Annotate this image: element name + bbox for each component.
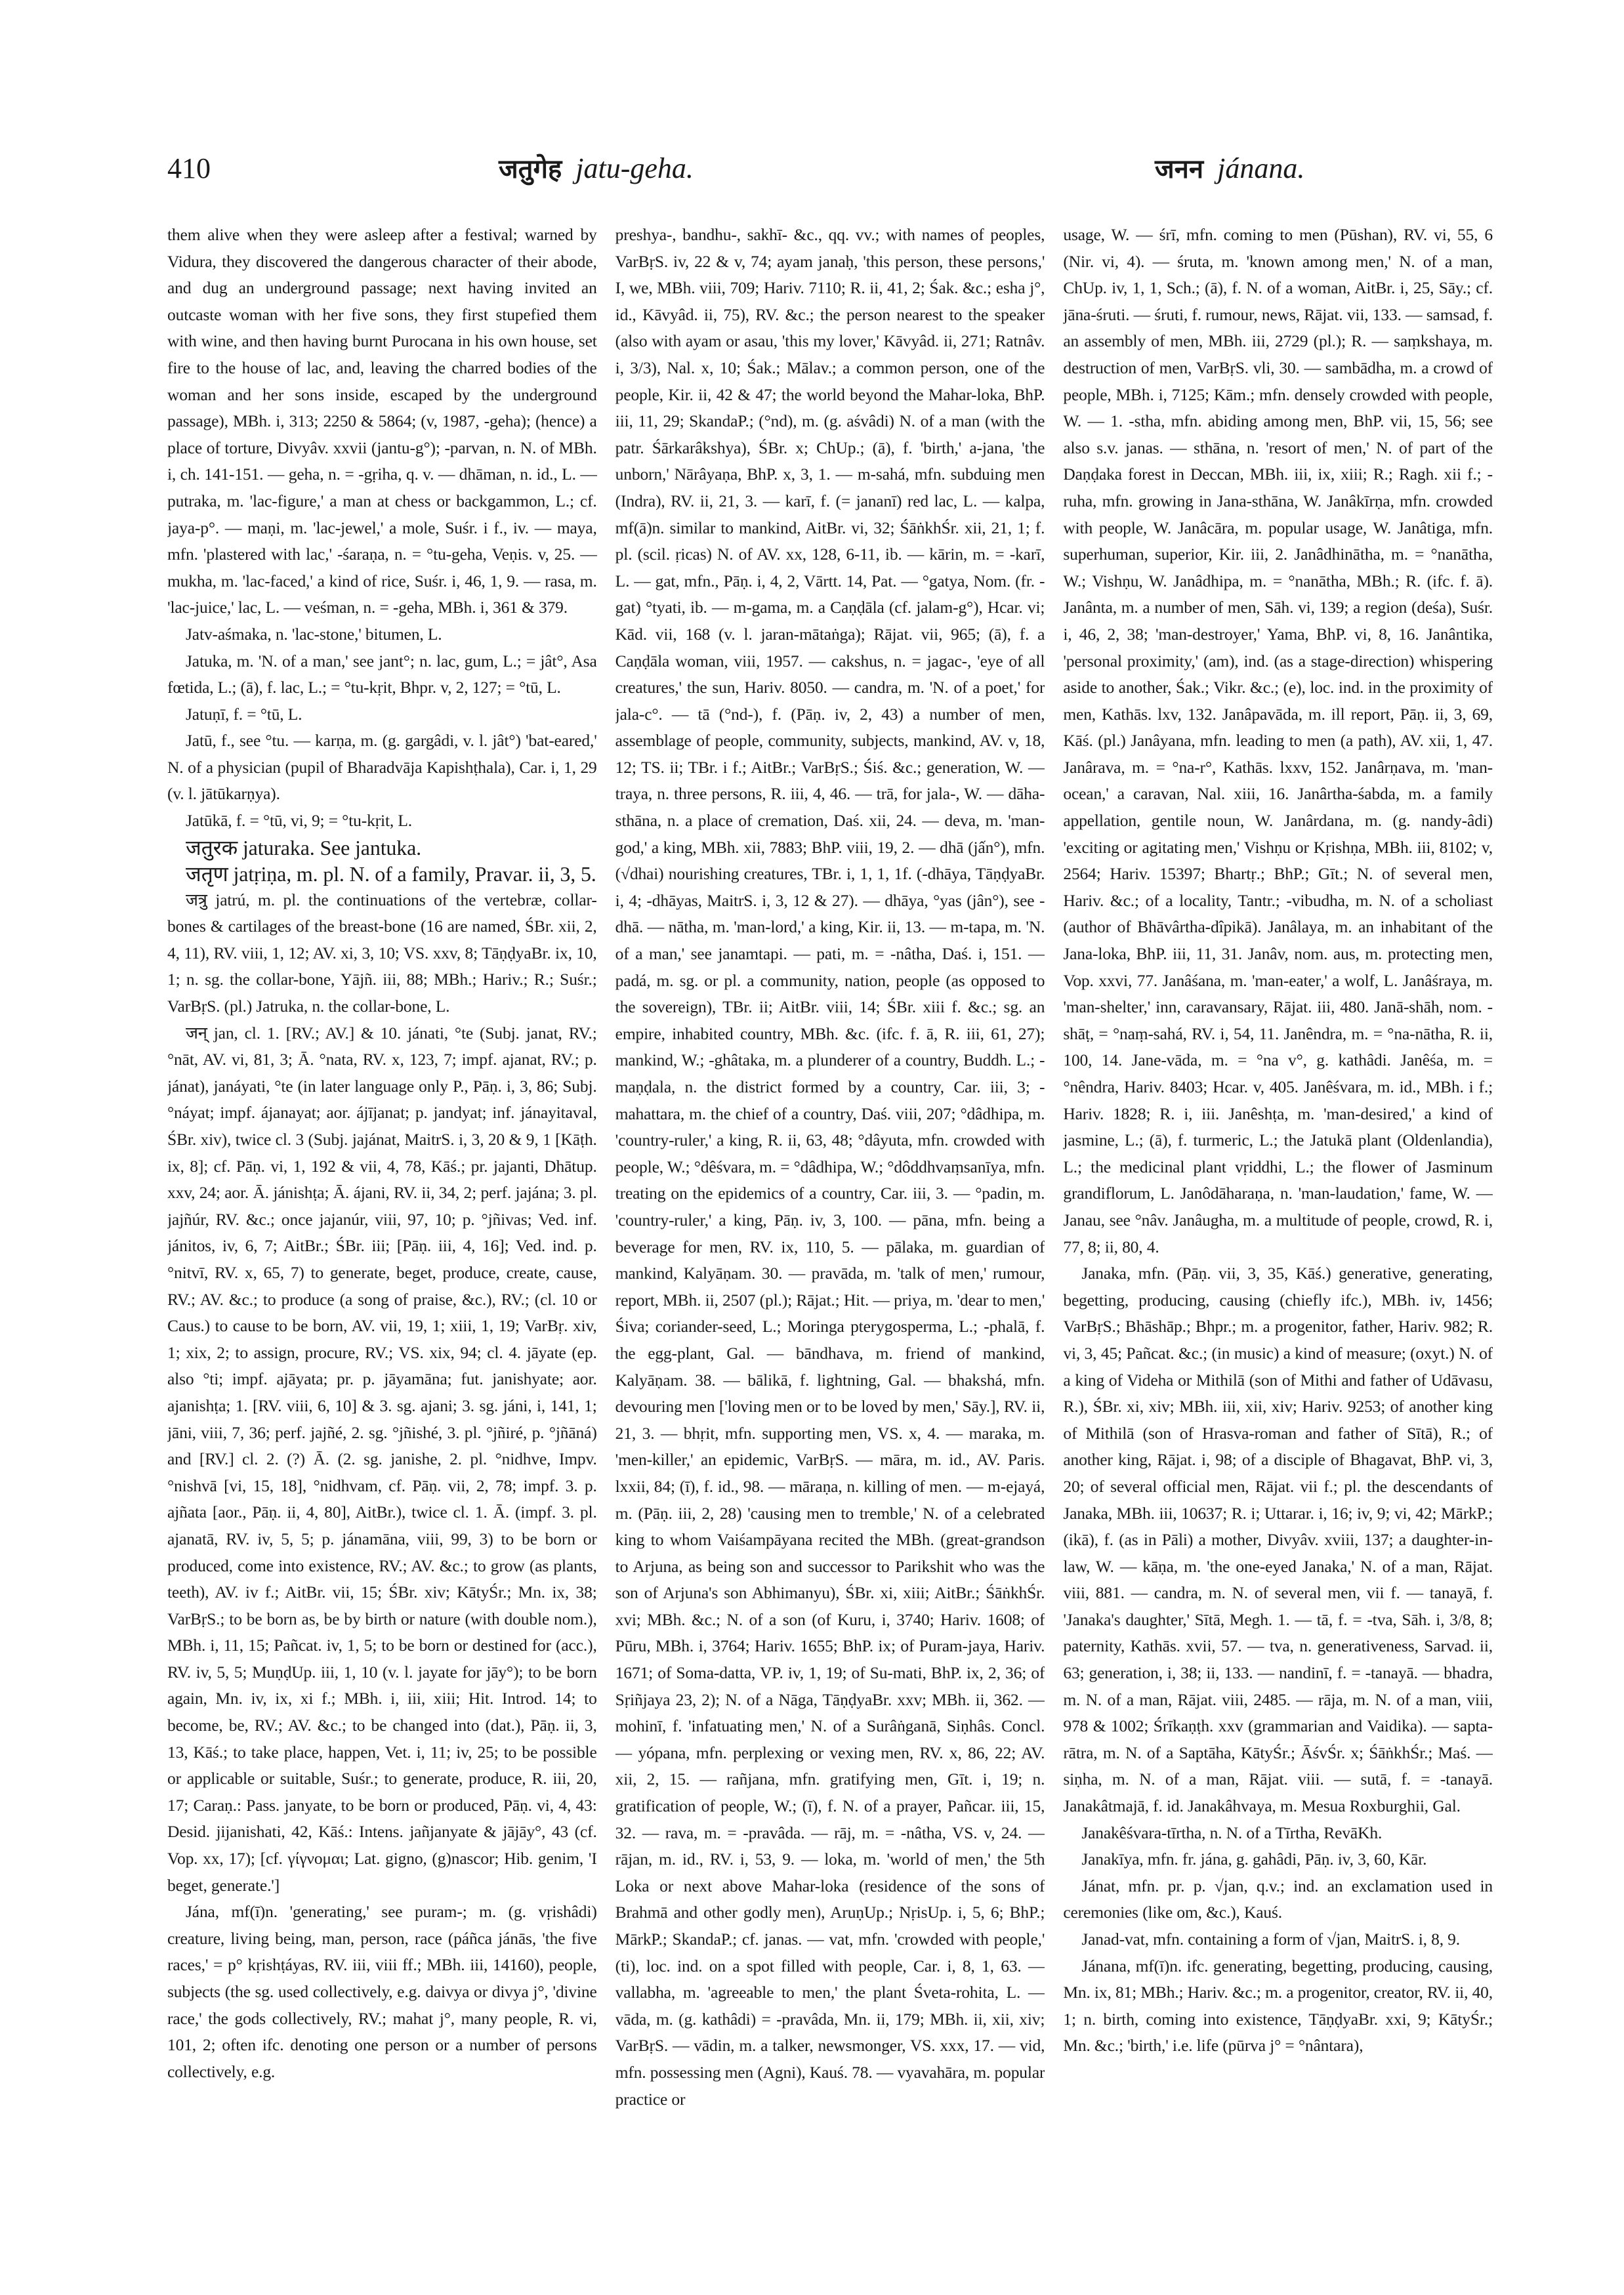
dictionary-entry: Janakêśvara-tīrtha, n. N. of a Tīrtha, RevāKh.: [1081, 1823, 1383, 1842]
dictionary-entry: Jatū, f., see °tu. — karṇa, m. (g. gargâdi, v. l. jât°) 'bat-eared,' N. of a physician (pupil of Bharadvāja Kapishṭhala), Car. i, 1, 29 (v. l. jātūkarṇya).: [167, 731, 597, 804]
dictionary-entry: Jánat, mfn. pr. p. √jan, q.v.; ind. an exclamation used in ceremonies (like om, &c.), Kauś.: [1063, 1876, 1493, 1922]
dictionary-entry: जन् jan, cl. 1. [RV.; AV.] & 10. jánati, °te (Subj. janat, RV.; °nāt, AV. vi, 81, 3; Ā. °nata, RV. x, 123, 7; impf. ajanat, RV.; p. jánat), janáyati, °te (in later language only P., Pāṇ. i, 3, 86; Subj. °náyat; impf. ájanayat; aor. ájījanat; p. jandyat; inf. jánayitaval, ŚBr. xiv), twice cl. 3 (Subj. jajánat, MaitrS. i, 3, 20 & 9, 1 [Kāṭh. ix, 8]; cf. Pāṇ. vi, 1, 192 & vii, 4, 78, Kāś.; pr. jajanti, Dhātup. xxv, 24; aor. Ā. jánishṭa; Ā. ájani, RV. ii, 34, 2; perf. jajána; 3. pl. jajñúr, RV. &c.; once jajanúr, viii, 97, 10; p. °jñivas; Ved. inf. jánitos, iv, 6, 7; AitBr.; ŚBr. iii; [Pāṇ. iii, 4, 16]; Ved. ind. p. °nitvī, RV. x, 65, 7) to generate, beget, produce, create, cause, RV.; AV. &c.; to produce (a song of praise, &c.), RV.; (cl. 10 or Caus.) to cause to be born, AV. vii, 19, 1; xiii, 1, 19; VarBṛ. xiv, 1; xix, 2; to assign, procure, RV.; VS. xix, 94; cl. 4. jāyate (ep. also °ti; impf. ajāyata; pr. p. jāyamāna; fut. janishyate; aor. ajanishṭa; 1. [RV. viii, 6, 10] & 3. sg. ajani; 3. sg. jáni, i, 141, 1; jāni, viii, 7, 36; perf. jajñé, 2. sg. °jñishé, 3. pl. °jñiré, p. °jñāná) and [RV.] cl. 2. (?) Ā. (2. sg. janishe, 2. pl. °nidhve, Impv. °nishvā [vi, 15, 18], °nidhvam, cf. Pāṇ. vii, 2, 78; impf. 3. p. ajñata [aor., Pāṇ. ii, 4, 80], AitBr.), twice cl. 1. Ā. (impf. 3. pl. ajanatā, RV. iv, 5, 5; p. jánamāna, viii, 99, 3) to be born or produced, come into existence, RV.; AV. &c.; to grow (as plants, teeth), AV. iv f.; AitBr. vii, 15; ŚBr. xiv; KātyŚr.; Mn. ix, 38; VarBṛS.; to be born as, be by birth or nature (with double nom.), MBh. i, 11, 15; Pañcat. iv, 1, 5; to be born or destined for (acc.), RV. iv, 5, 5; MuṇḍUp. iii, 1, 10 (v. l. jayate for jāy°); to be born again, Mn. iv, ix, xi f.; MBh. i, iii, xiii; Hit. Introd. 14; to become, be, RV.; AV. &c.; to be changed into (dat.), Pāṇ. ii, 3, 13, Kāś.; to take place, happen, Vet. i, 11; iv, 25; to be possible or applicable or suitable, Suśr.; to generate, produce, R. iii, 20, 17; Caraṇ.: Pass. janyate, to be born or produced, Pāṇ. vi, 4, 43: Desid. jijanishati, 42, Kāś.: Intens. jañjanyate & jājāy°, 43 (cf. Vop. xx, 17); [cf. γίγνομαι; Lat. gigno, (g)nascor; Hib. genim, 'I beget, generate.']: [167, 1023, 597, 1895]
left-headword-devanagari: जतुगेह: [499, 154, 562, 184]
dictionary-entry: जत्रु jatrú, m. pl. the continuations of the vertebræ, collar-bones & cartilages of the breast-bone (16 are named, ŚBr. xii, 2, 4, 11), RV. viii, 1, 12; AV. xi, 3, 10; VS. xxv, 8; TāṇḍyaBr. ix, 10, 1; n. sg. the collar-bone, Yājñ. iii, 88; MBh.; Hariv.; R.; Suśr.; VarBṛS. (pl.) Jatruka, n. the collar-bone, L.: [167, 890, 597, 1016]
right-headword-roman: jánana.: [1217, 152, 1305, 184]
middle-column: [615, 222, 1045, 2269]
right-running-headword: [1155, 152, 1304, 186]
dictionary-entry: Jatuka, m. 'N. of a man,' see jant°; n. lac, gum, L.; = jât°, Asa fœtida, L.; (ā), f. lac, L.; = °tu-kṛit, Bhpr. v, 2, 127; = °tū, L.: [167, 651, 597, 697]
left-running-headword: [499, 152, 694, 186]
right-column: [1063, 222, 1493, 2269]
dictionary-entry: Janaka, mfn. (Pāṇ. vii, 3, 35, Kāś.) generative, generating, begetting, producing, causing (chiefly ifc.), MBh. iv, 1456; VarBṛS.; Bhāshāp.; Bhpr.; m. a progenitor, father, Hariv. 982; R. vi, 3, 45; Pañcat. &c.; (in music) a kind of measure; (oxyt.) N. of a king of Videha or Mithilā (son of Mithi and father of Udāvasu, R.), ŚBr. xi, xiv; MBh. iii, xii, xiv; Hariv. 9253; of another king of Mithilā (son of Hrasva-roman and father of Sītā), R.; of another king, Rājat. i, 98; of a disciple of Bhagavat, BhP. vi, 3, 20; of several official men, Rājat. vii f.; pl. the descendants of Janaka, MBh. iii, 10637; R. i; Uttarar. i, 16; iv, 9; vi, 42; MārkP.; (ikā), f. (as in Pāli) a mother, Divyâv. xviii, 137; a daughter-in-law, W. — kāṇa, m. 'the one-eyed Janaka,' N. of a man, Rājat. viii, 881. — candra, m. N. of several men, vii f. — tanayā, f. 'Janaka's daughter,' Sītā, Megh. 1. — tā, f. = -tva, Sāh. i, 3/8, 8; paternity, Kathās. xvii, 57. — tva, n. generativeness, Sarvad. ii, 63; generation, i, 38; ii, 133. — nandinī, f. = -tanayā. — bhadra, m. N. of a man, Rājat. viii, 2485. — rāja, m. N. of a man, viii, 978 & 1002; Śrīkaṇṭh. xxv (grammarian and Vaidika). — sapta-rātra, m. N. of a Saptāha, KātyŚr.; ĀśvŚr. x; ŚāṅkhŚr.; Maś. — siṇha, m. N. of a man, Rājat. viii. — sutā, f. = -tanayā. Janakâtmajā, f. id. Janakâhvaya, m. Mesua Roxburghii, Gal.: [1063, 1264, 1493, 1816]
dictionary-entry: Jánana, mf(ī)n. ifc. generating, begetting, producing, causing, Mn. ix, 81; MBh.; Hariv. &c.; m. a progenitor, creator, RV. ii, 40, 1; n. birth, coming into existence, TāṇḍyaBr. xxi, 9; KātyŚr.; Mn. &c.; 'birth,' i.e. life (pūrva j° = °nântara),: [1063, 1956, 1493, 2056]
dictionary-entry: Jatūkā, f. = °tū, vi, 9; = °tu-kṛit, L.: [186, 811, 413, 831]
dictionary-entry-head: जतृण jatṛiṇa, m. pl. N. of a family, Pravar. ii, 3, 5.: [186, 861, 596, 886]
dictionary-entry: them alive when they were asleep after a festival; warned by Vidura, they discovered the dangerous character of their abode, and dug an underground passage; next having invited an outcaste woman with her five sons, they first stupefied them with wine, and then having burnt Purocana in his own house, set fire to the house of lac, and, leaving the charred bodies of the woman and her sons inside, escaped by the underground passage), MBh. i, 313; 2250 & 5864; (v, 1987, -geha); (hence) a place of torture, Divyâv. xxvii (jantu-g°); -parvan, n. N. of MBh. i, ch. 141-151. — geha, n. = -gṛiha, q. v. — dhāman, n. id., L. — putraka, m. 'lac-figure,' a man at chess or backgammon, L.; cf. jaya-p°. — maṇi, m. 'lac-jewel,' a mole, Suśr. i f., iv. — maya, mfn. 'plastered with lac,' -śaraṇa, n. = °tu-geha, Veṇis. v, 25. — mukha, m. 'lac-faced,' a kind of rice, Suśr. i, 46, 1, 9. — rasa, m. 'lac-juice,' lac, L. — veśman, n. = -geha, MBh. i, 361 & 379.: [167, 225, 597, 617]
dictionary-entry: Jatuṇī, f. = °tū, L.: [186, 704, 302, 724]
right-headword-devanagari: जनन: [1155, 154, 1204, 184]
dictionary-entry: preshya-, bandhu-, sakhī- &c., qq. vv.; with names of peoples, VarBṛS. iv, 22 & v, 74; ayam janaḥ, 'this person, these persons,' I, we, MBh. viii, 709; Hariv. 7110; R. ii, 41, 2; Śak. &c.; esha j°, id., Kāvyâd. ii, 75), RV. &c.; the person nearest to the speaker (also with ayam or asau, 'this my lover,' Kāvyâd. ii, 271; Ratnâv. i, 3/3), Nal. x, 10; Śak.; Mālav.; a common person, one of the people, Kir. ii, 42 & 47; the world beyond the Mahar-loka, BhP. iii, 11, 29; SkandaP.; (°nd), m. (g. aśvâdi) N. of a man (with the patr. Śārkarâkshya), ŚBr. x; ChUp.; (ā), f. 'birth,' a-jana, 'the unborn,' Nārâyaṇa, BhP. x, 3, 1. — m-sahá, mfn. subduing men (Indra), RV. ii, 21, 3. — karī, f. (= jananī) red lac, L. — kalpa, mf(ā)n. similar to mankind, AitBr. vi, 32; ŚāṅkhŚr. xii, 21, 1; f. pl. (scil. ṛicas) N. of AV. xx, 128, 6-11, ib. — kārin, m. = -karī, L. — gat, mfn., Pāṇ. i, 4, 2, Vārtt. 14, Pat. — °gatya, Nom. (fr. -gat) °tyati, ib. — m-gama, m. a Caṇḍāla (cf. jalam-g°), Hcar. vi; Kād. vii, 168 (v. l. jaran-mātaṅga); Rājat. vii, 965; (ā), f. a Caṇḍāla woman, viii, 1957. — cakshus, n. = jagac-, 'eye of all creatures,' the sun, Hariv. 8050. — candra, m. 'N. of a poet,' for jala-c°. — tā (°nd-), f. (Pāṇ. iv, 2, 43) a number of men, assemblage of people, community, subjects, mankind, AV. v, 18, 12; TS. ii; TBr. i f.; AitBr.; VarBṛS.; Śiś. &c.; generation, W. — traya, n. three persons, R. iii, 4, 46. — trā, for jala-, W. — dāha-sthāna, n. a place of cremation, Daś. xii, 24. — deva, m. 'man-god,' a king, MBh. xii, 7883; BhP. viii, 19, 2. — dhā (jấn°), mfn. (√dhai) nourishing creatures, TBr. i, 1, 1, 1f. (-dhāya, TāṇḍyaBr. i, 4; -dhāyas, MaitrS. i, 3, 12 & 27). — dhāya, °yas (jân°), see -dhā. — nātha, m. 'man-lord,' a king, Kir. ii, 13. — m-tapa, m. 'N. of a man,' see janamtapi. — pati, m. = -nâtha, Daś. i, 151. — padá, m. sg. or pl. a community, nation, people (as opposed to the sovereign), TBr. ii; AitBr. viii, 14; ŚBr. xiii f. &c.; sg. an empire, inhabited country, MBh. &c. (ifc. f. ā, R. iii, 61, 27); mankind, W.; -ghâtaka, m. a plunderer of a country, Buddh. L.; -maṇḍala, n. the district formed by a country, Car. iii, 3; -mahattara, m. the chief of a country, Daś. viii, 207; °dâdhipa, m. 'country-ruler,' a king, R. ii, 63, 48; °dâyuta, mfn. crowded with people, W.; °dêśvara, m. = °dâdhipa, W.; °dôddhvaṃsanīya, mfn. treating on the epidemics of a country, Car. iii, 3. — °padin, m. 'country-ruler,' a king, Pāṇ. iv, 3, 100. — pāna, mfn. being a beverage for men, RV. ix, 110, 5. — pālaka, m. guardian of mankind, Kalyāṇam. 30. — pravāda, m. 'talk of men,' rumour, report, MBh. ii, 2507 (pl.); Rājat.; Hit. — priya, m. 'dear to men,' Śiva; coriander-seed, L.; Moringa pterygosperma, L.; -phalā, f. the egg-plant, Gal. — bāndhava, m. friend of mankind, Kalyāṇam. 38. — bālikā, f. lightning, Gal. — bhakshá, mfn. devouring men ['loving men or to be loved by men,' Sāy.], RV. ii, 21, 3. — bhṛit, mfn. supporting men, VS. x, 4. — maraka, m. 'men-killer,' an epidemic, VarBṛS. — māra, m. id., AV. Paris. lxxii, 84; (ī), f. id., 98. — māraṇa, n. killing of men. — m-ejayá, m. (Pāṇ. iii, 2, 28) 'causing men to tremble,' N. of a celebrated king to whom Vaiśampāyana recited the MBh. (great-grandson to Arjuna, as being son and successor to Parikshit who was the son of Arjuna's son Abhimanyu), ŚBr. xi, xiii; AitBr.; ŚāṅkhŚr. xvi; MBh. &c.; N. of a son (of Kuru, i, 3740; Hariv. 1608; of Pūru, MBh. i, 3764; Hariv. 1655; BhP. ix; of Puram-jaya, Hariv. 1671; of Soma-datta, VP. iv, 1, 19; of Su-mati, BhP. ix, 2, 36; of Sṛiñjaya 23, 2); N. of a Nāga, TāṇḍyaBr. xxv; MBh. ii, 362. — mohinī, f. 'infatuating men,' N. of a Surâṅganā, Siṇhâs. Concl. — yópana, mfn. perplexing or vexing men, RV. x, 86, 22; AV. xii, 2, 15. — rañjana, mfn. gratifying men, Gīt. i, 19; n. gratification of people, W.; (ī), f. N. of a prayer, Pañcar. iii, 15, 32. — rava, m. = -pravâda. — rāj, m. = -nâtha, VS. v, 24. — rājan, m. id., RV. i, 53, 9. — loka, m. 'world of men,' the 5th Loka or next above Mahar-loka (residence of the sons of Brahmā and other godly men), AruṇUp.; NṛisUp. i, 5, 6; BhP.; MārkP.; SkandaP.; cf. janas. — vat, mfn. 'crowded with people,' (ti), loc. ind. on a spot filled with people, Car. i, 8, 1, 63. — vallabha, m. 'agreeable to men,' the plant Śveta-rohita, L. — vāda, m. (g. kathâdi) = -pravâda, Mn. ii, 179; MBh. ii, xii, xiv; VarBṛS. — vādin, m. a talker, newsmonger, VS. xxx, 17. — vid, mfn. possessing men (Agni), Kauś. 78. — vyavahāra, m. popular practice or: [615, 225, 1045, 2109]
page-number: 410: [167, 152, 211, 184]
dictionary-entry: Janad-vat, mfn. containing a form of √jan, MaitrS. i, 8, 9.: [1081, 1930, 1460, 1949]
text-columns: [167, 222, 1493, 2269]
dictionary-entry: Janakīya, mfn. fr. jána, g. gahâdi, Pāṇ. iv, 3, 60, Kār.: [1081, 1850, 1427, 1869]
dictionary-entry: usage, W. — śrī, mfn. coming to men (Pūshan), RV. vi, 55, 6 (Nir. vi, 4). — śruta, m. 'known among men,' N. of a man, ChUp. iv, 1, 1, Sch.; (ā), f. N. of a woman, AitBr. i, 25, Sāy.; cf. jāna-śruti. — śruti, f. rumour, news, Rājat. vii, 133. — samsad, f. an assembly of men, MBh. iii, 2729 (pl.); R. — saṃkshaya, m. destruction of men, VarBṛS. vli, 30. — sambādha, m. a crowd of people, MBh. i, 7125; Kām.; mfn. densely crowded with people, W. — 1. -stha, mfn. abiding among men, BhP. vii, 15, 56; see also s.v. janas. — sthāna, n. 'resort of men,' N. of part of the Daṇḍaka forest in Deccan, MBh. iii, ix, xiii; R.; Ragh. xii f.; -ruha, mfn. growing in Jana-sthāna, W. Janâkīrṇa, mfn. crowded with people, W. Janâcāra, m. popular usage, W. Janâtiga, mfn. superhuman, superior, Kir. iii, 2. Janâdhinātha, m. = °nanātha, W.; Vishṇu, W. Janâdhipa, m. = °nanātha, MBh.; R. (ifc. f. ā). Janânta, m. a number of men, Sāh. vi, 139; a region (deśa), Suśr. i, 46, 2, 38; 'man-destroyer,' Yama, BhP. vi, 8, 16. Janântika, 'personal proximity,' (am), ind. (as a stage-direction) whispering aside to another, Śak.; Vikr. &c.; (e), loc. ind. in the proximity of men, Kathās. lxv, 132. Janâpavāda, m. ill report, Pāṇ. ii, 3, 69, Kāś. (pl.) Janâyana, mfn. leading to men (a path), AV. xii, 1, 47. Janârava, m. = °na-r°, Kathās. lxxv, 152. Janârṇava, m. 'man-ocean,' a caravan, Nal. xiii, 16. Janârtha-śabda, m. a family appellation, gentile noun, W. Janârdana, m. (g. nandy-âdi) 'exciting or agitating men,' Vishṇu or Kṛishṇa, MBh. iii, 8102; v, 2564; Hariv. 15397; Bhartṛ.; BhP.; Gīt.; N. of several men, Hariv. &c.; of a locality, Tantr.; -vibudha, m. N. of a scholiast (author of Bhāvârtha-dîpikā). Janâlaya, m. an inhabitant of the Jana-loka, BhP. iii, 11, 31. Janâv, nom. aus, m. protecting men, Vop. xxvi, 77. Janâśana, m. 'man-eater,' a wolf, L. Janâśraya, m. 'man-shelter,' inn, caravansary, Rājat. iii, 480. Janā-shāh, nom. -shāṭ, = °naṃ-sahá, RV. i, 54, 11. Janêndra, m. = °na-nātha, R. ii, 100, 14. Jane-vāda, m. = °na v°, g. kathâdi. Janêśa, m. = °nêndra, Hariv. 8403; Hcar. v, 405. Janêśvara, m. id., MBh. i f.; Hariv. 1828; R. i, iii. Janêshṭa, m. 'man-desired,' a kind of jasmine, L.; (ā), f. turmeric, L.; the Jatukā plant (Oldenlandia), L.; the medicinal plant vṛiddhi, L.; the flower of Jasminum grandiflorum, L. Janôdāharaṇa, n. 'man-laudation,' fame, W. — Janau, see °nâv. Janâugha, m. a multitude of people, crowd, R. i, 77, 8; ii, 80, 4.: [1063, 225, 1493, 1256]
left-column: [167, 222, 597, 2269]
dictionary-entry-head: जतुरक jaturaka. See jantuka.: [186, 835, 422, 859]
left-headword-roman: jatu-geha.: [575, 152, 694, 184]
dictionary-entry: Jána, mf(ī)n. 'generating,' see puram-; m. (g. vṛishâdi) creature, living being, man, person, race (páñca jánās, 'the five races,' = p° kṛishṭáyas, RV. iii, viii ff.; MBh. iii, 14160), people, subjects (the sg. used collectively, e.g. daivya or divya j°, 'divine race,' the gods collectively, RV.; mahat j°, many people, R. vi, 101, 2; often ifc. denoting one person or a number of persons collectively, e.g.: [167, 1902, 597, 2081]
dictionary-entry: Jatv-aśmaka, n. 'lac-stone,' bitumen, L.: [186, 624, 442, 644]
